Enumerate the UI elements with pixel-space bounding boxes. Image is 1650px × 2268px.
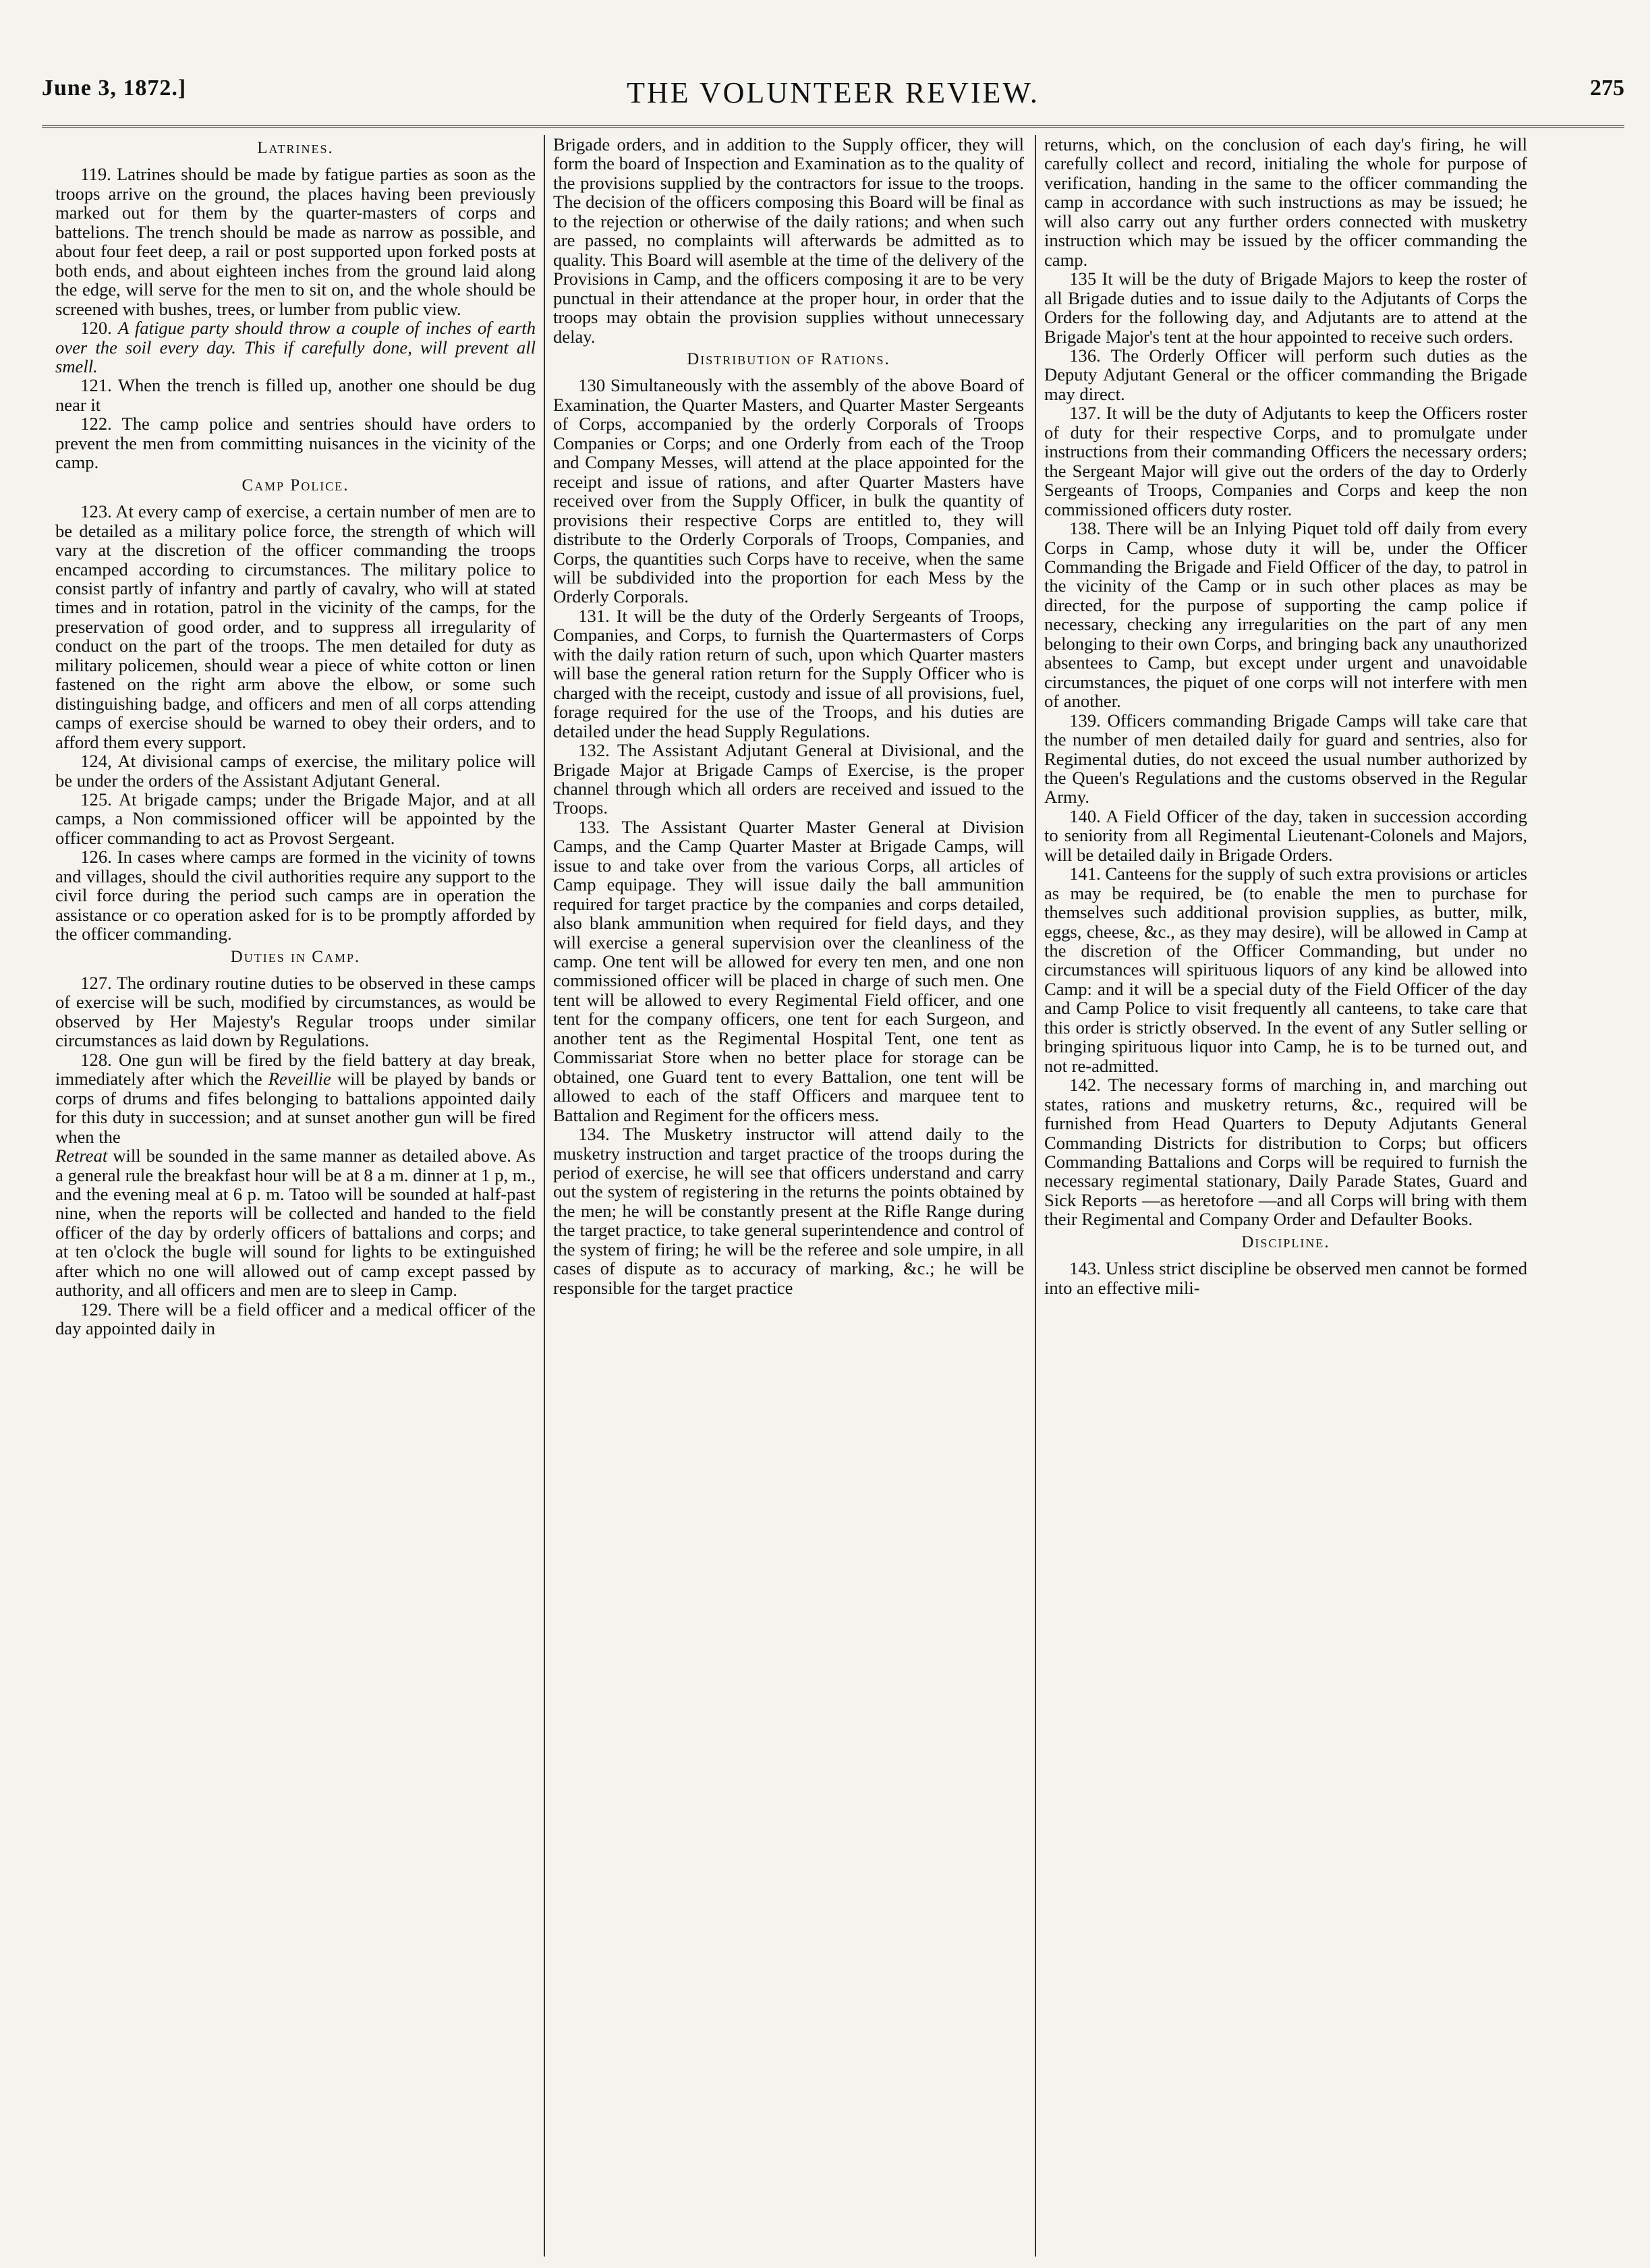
section-heading: Distribution of Rations.	[687, 349, 890, 368]
paragraph: 126. In cases where camps are formed in the vicinity of towns and villages, should the civil authorities require any support to the civil force during the period such camps are in operation the assistance or co operation asked for is to be promptly afforded by the officer commanding.	[55, 847, 536, 944]
paragraph: 142. The necessary forms of marching in, and marching out states, rations and musketry returns, &c., required will be furnished from Head Quarters to Deputy Adjutants General Commanding Districts for distribution to Corps; but officers Commanding Battalions and Corps will be required to furnish the necessary regimental stationary, Daily Parade States, Guard and Sick Reports —as heretofore —and all Corps will bring with them their Regimental and Company Order and Defaulter Books.	[1044, 1075, 1527, 1230]
paragraph: 127. The ordinary routine duties to be observed in these camps of exercise will be such, modified by circumstances, as would be observed by Her Majesty's Regular troops under similar circumstances as laid down by Regulations.	[55, 973, 536, 1051]
column-rule-2	[1035, 135, 1036, 2257]
paragraph-text: will be played by bands or corps of drums and fifes belonging to battalions appointed daily for this duty in succession; and at sunset another gun will be fired when the	[55, 1069, 536, 1147]
paragraph-text: will be sounded in the same manner as detailed above. As a general rule the breakfast hour will be at 8 a m. dinner at 1 p, m., and the evening meal at 6 p. m. Tatoo will be sounded at half-past nine, when the reports will be collected and handed to the field officer of the day by orderly officers of battalions and corps; and at ten o'clock the bugle will sound for lights to be extinguished after which no one will allowed out of camp except passed by authority, and all officers and men are to sleep in Camp.	[55, 1145, 536, 1301]
paragraph: 129. There will be a field officer and a medical officer of the day appointed daily in	[55, 1299, 536, 1339]
header-rule	[42, 125, 1624, 128]
paragraph: 141. Canteens for the supply of such extra provisions or articles as may be required, be (to enable the men to purchase for themselves such additional provision supplies, as butter, milk, eggs, cheese, &c., as they may desire), will be allowed in Camp at the discretion of the Officer Commanding, but under no circumstances will spirituous liquors of any kind be allowed into Camp: and it will be a special duty of the Field Officer of the day and Camp Police to visit frequently all canteens, to take care that this order is strictly observed. In the event of any Sutler selling or bringing spirituous liquor into Camp, he is to be turned out, and not re-admitted.	[1044, 863, 1527, 1076]
publication-title: THE VOLUNTEER REVIEW.	[627, 76, 1040, 109]
paragraph: 124, At divisional camps of exercise, the military police will be under the orders of the Assistant Adjutant General.	[55, 751, 536, 791]
paragraph: 138. There will be an Inlying Piquet told off daily from every Corps in Camp, whose duty it will be, under the Officer Commanding the Brigade and Field Officer of the day, to patrol in the vicinity of the Camp or in such other places as may be directed, for the purpose of supporting the camp police if necessary, checking any irregularities on the part of any men belonging to their own Corps, and bringing back any unauthorized absentees to Camp, but except under urgent and unavoidable circumstances, the piquet of one corps will not interfere with men of another.	[1044, 518, 1527, 712]
section-heading: Duties in Camp.	[230, 947, 361, 966]
paragraph: 132. The Assistant Adjutant General at Divisional, and the Brigade Major at Brigade Camps of Exercise, is the proper channel through which all orders are received and issued to the Troops.	[553, 740, 1024, 818]
paragraph: 140. A Field Officer of the day, taken in succession according to seniority from all Regimental Lieutenant-Colonels and Majors, will be detailed daily in Brigade Orders.	[1044, 805, 1527, 865]
paragraph-text: 120.	[80, 318, 112, 339]
italic-text: Retreat	[55, 1145, 108, 1166]
paragraph: 125. At brigade camps; under the Brigade Major, and at all camps, a Non commissioned officer will be appointed by the officer commanding to act as Provost Sergeant.	[55, 789, 536, 848]
paragraph: 139. Officers commanding Brigade Camps will take care that the number of men detailed daily for guard and sentries, also for Regimental duties, do not exceed the usual number authorized by the Queen's Regulations and the customs observed in the Regular Army.	[1044, 710, 1527, 807]
paragraph	[55, 1050, 536, 1146]
issue-date: June 3, 1872.]	[42, 76, 187, 101]
paragraph: 119. Latrines should be made by fatigue parties as soon as the troops arrive on the ground, the places having been previously marked out for them by the quarter-masters of corps and battelions. The trench should be made as narrow as possible, and about four feet deep, a rail or post supported upon forked posts at both ends, and about eighteen inches from the ground laid along the edge, will serve for the men to sit on, and the whole should be screened with bushes, trees, or lumber from public view.	[55, 164, 536, 319]
paragraph	[55, 1146, 536, 1300]
column-rule-1	[544, 135, 545, 2257]
paragraph: 130 Simultaneously with the assembly of the above Board of Examination, the Quarter Masters, and Quarter Master Sergeants of Corps, accompanied by the orderly Corporals of Troops Companies or Corps; and one Orderly from each of the Troop and Company Messes, will attend at the place appointed for the receipt and issue of rations, and after Quarter Masters have received over from the Supply Officer, in bulk the quantity of provisions their respective Corps are entitled to, they will distribute to the Orderly Corporals of Troops, Companies, and Corps, the quantities such Corps have to receive, when the same will be subdivided into the proportion for each Mess by the Orderly Corporals.	[553, 375, 1024, 607]
italic-text: Reveillie	[268, 1069, 331, 1089]
paragraph: 131. It will be the duty of the Orderly Sergeants of Troops, Companies, and Corps, to furnish the Quartermasters of Corps with the daily ration return of such, upon which Quarter masters will base the general ration return for the Supply Officer who is charged with the receipt, custody and issue of all provisions, fuel, forage required for the use of the Troops, and his duties are detailed under the head Supply Regulations.	[553, 605, 1024, 741]
paragraph: 136. The Orderly Officer will perform such duties as the Deputy Adjutant General or the officer commanding the Brigade may direct.	[1044, 345, 1527, 404]
paragraph: 135 It will be the duty of Brigade Majors to keep the roster of all Brigade duties and to issue daily to the Adjutants of Corps the Orders for the following day, and Adjutants are to attend at the Brigade Major's tent at the hour appointed to receive such orders.	[1044, 268, 1527, 347]
paragraph: 133. The Assistant Quarter Master General at Division Camps, and the Camp Quarter Master at Brigade Camps, will issue to and take over from the various Corps, all articles of Camp equipage. They will issue daily the ball ammunition required for target practice by the companies and corps detailed, also blank ammunition when required for field days, and they will exercise a general supervision over the cleanliness of the camp. One tent will be allowed for every ten men, and one non commissioned officer will be placed in charge of such men. One tent will be allowed to every Regimental Field officer, and one tent for the company officers, one tent for each Surgeon, and another tent as the Regimental Hospital Tent, one tent as Commissariat Store when no better place for storage can be obtained, one Guard tent to every Battalion, one tent will be allowed to each of the staff Officers and marquee tent to Battalion and Regiment for the officers mess.	[553, 816, 1024, 1125]
paragraph: returns, which, on the conclusion of each day's firing, he will carefully collect and record, initialing the whole for purpose of verification, handing in the same to the officer commanding the camp in accordance with such instructions as may be issued; he will also carry out any further orders connected with musketry instruction which may be issued by the officer commanding the camp.	[1044, 135, 1527, 270]
column-2	[553, 135, 1024, 2257]
running-head	[42, 76, 1624, 123]
section-heading: Camp Police.	[241, 476, 349, 494]
paragraph: 121. When the trench is filled up, another one should be dug near it	[55, 375, 536, 415]
paragraph: 122. The camp police and sentries should have orders to prevent the men from committing nuisances in the vicinity of the camp.	[55, 414, 536, 473]
column-3	[1044, 135, 1527, 2257]
paragraph: 134. The Musketry instructor will attend daily to the musketry instruction and target practice of the troops during the period of exercise, he will see that officers understand and carry out the system of registering in the returns the points obtained by the men; he will be constantly present at the Rifle Range during the target practice, to take general superintendence and control of the system of firing; he will be the referee and sole umpire, in all cases of dispute as to accuracy of marking, &c.; he will be responsible for the target practice	[553, 1124, 1024, 1298]
paragraph-text: 128. One gun will be fired by the field battery at day break, immediately after which the	[55, 1049, 536, 1089]
section-heading: Latrines.	[257, 139, 334, 157]
paragraph: 123. At every camp of exercise, a certain number of men are to be detailed as a military police force, the strength of which will vary at the discretion of the officer commanding the troops encamped according to circumstances. The military police to consist partly of infantry and partly of cavalry, who will at stated times and in rotation, patrol in the vicinity of the camps, for the preservation of good order, and to suppress all irregularity of conduct on the part of the troops. The men detailed for duty as military policemen, should wear a piece of white cotton or linen fastened on the right arm above the elbow, or some such distinguishing badge, and officers and men of all corps attending camps of exercise should be warned to obey their orders, and to afford them every support.	[55, 501, 536, 752]
page-number: 275	[1590, 76, 1624, 101]
paragraph: Brigade orders, and in addition to the Supply officer, they will form the board of Inspection and Examination as to the quality of the provisions supplied by the contractors for issue to the troops. The decision of the officers composing this Board will be final as to the rejection or otherwise of the daily rations; and when such are passed, no complaints will afterwards be admitted as to quality. This Board will asemble at the time of the delivery of the Provisions in Camp, and the officers composing it are to be very punctual in their attendance at the proper hour, in order that the troops may obtain the provision supplies without unnecessary delay.	[553, 135, 1024, 347]
section-heading: Discipline.	[1241, 1232, 1330, 1251]
italic-text: A fatigue party should throw a couple of inches of earth over the soil every day. This if carefully done, will prevent all smell.	[55, 318, 536, 376]
paragraph: 137. It will be the duty of Adjutants to keep the Officers roster of duty for their respective Corps, and to promulgate under instructions from their commanding Officers the necessary orders; the Sergeant Major will give out the orders of the day to Orderly Sergeants of Troops, Companies and Corps and keep the non commissioned officers duty roster.	[1044, 403, 1527, 519]
paragraph: 143. Unless strict discipline be observed men cannot be formed into an effective mili-	[1044, 1258, 1527, 1298]
paragraph	[55, 318, 536, 376]
column-1	[55, 135, 536, 2257]
